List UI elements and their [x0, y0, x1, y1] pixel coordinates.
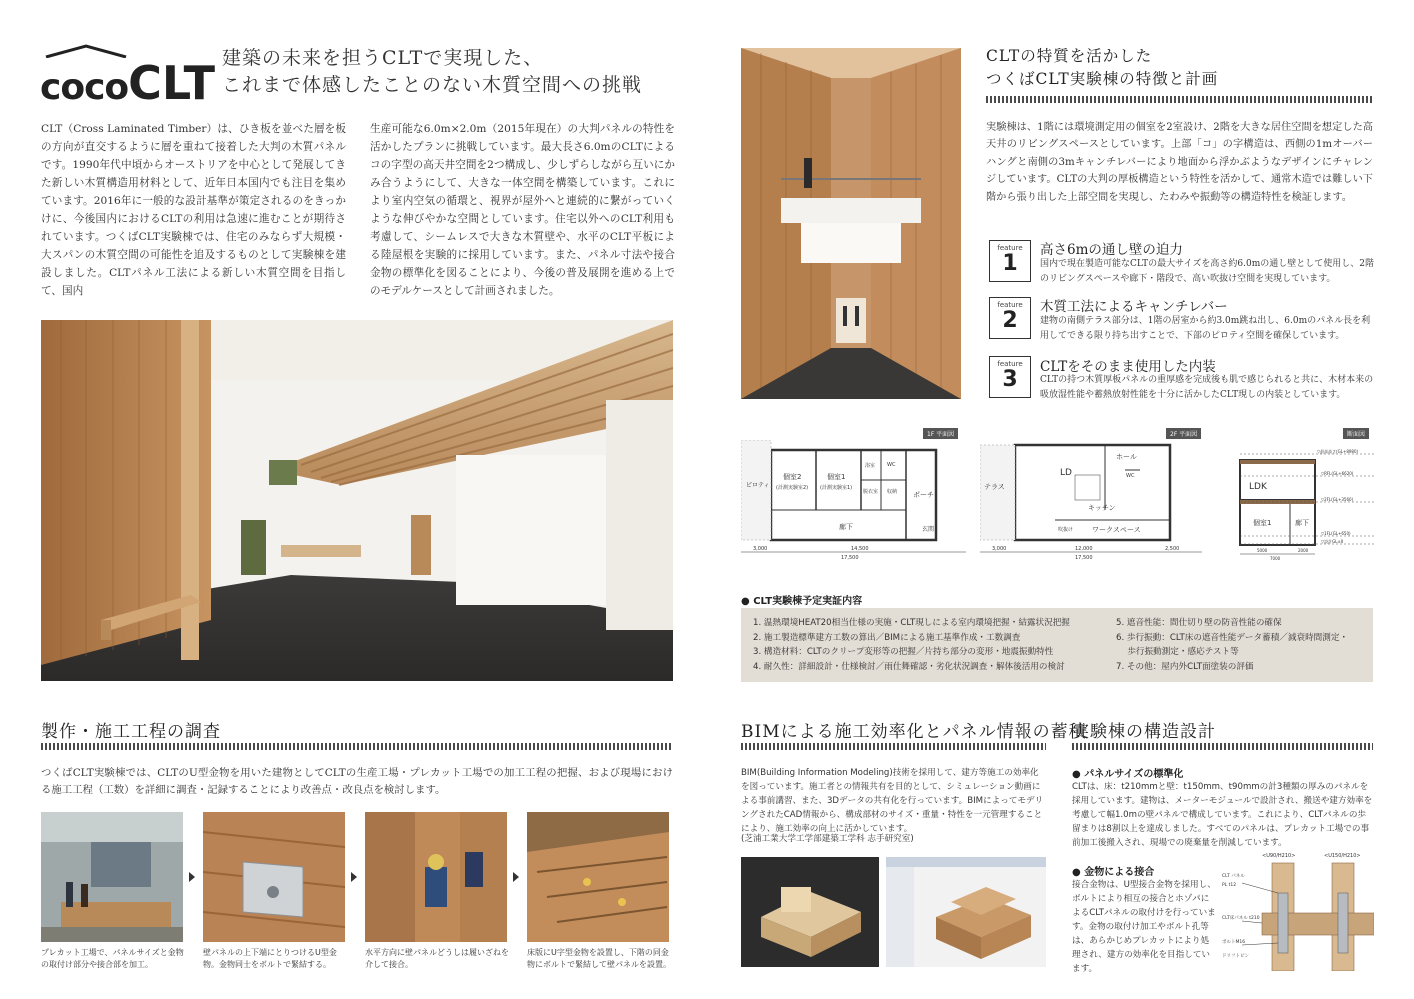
verification-item: 4. 耐久性：詳細設計・仕様検討／雨仕舞確認・劣化状況調査・解体後活用の検討	[753, 661, 1065, 672]
detail-note: ボルトM16	[1222, 940, 1246, 945]
room-label: ワークスペース	[1092, 526, 1141, 534]
room-label: テラス	[984, 483, 1005, 491]
verification-item: 6. 歩行振動：CLT床の遮音性能データ蓄積／減衰時間測定・	[1116, 632, 1349, 643]
coco-clt-logo	[40, 44, 215, 110]
dimension-label: 3,000	[753, 546, 768, 552]
floor-plan-2f	[980, 440, 1202, 565]
room-label: 廊下	[1295, 519, 1309, 527]
feature-badge-label: feature	[997, 360, 1023, 368]
room-label: (計測実験室1)	[820, 485, 853, 491]
structure-title: 実験棟の構造設計	[1072, 722, 1216, 742]
headline-line-1: 建築の未来を担うCLTで実現した、	[222, 47, 544, 69]
plan-label-section: 断面図	[1343, 428, 1369, 439]
room-label: 個室1	[827, 473, 846, 481]
process-photo-3	[365, 812, 507, 942]
process-photo-4	[527, 812, 669, 942]
dimension-label: 3,000	[992, 546, 1007, 552]
room-label: 収納	[887, 489, 898, 495]
level-label: ▽2FL(GL+3560)	[1321, 497, 1354, 502]
room-label: 玄関	[922, 526, 935, 533]
feature-badge-3	[989, 356, 1031, 398]
room-label: 脱衣室	[863, 489, 879, 495]
verification-left-list	[753, 616, 1070, 674]
bim-credit: (芝浦工業大学工学部建築工学科 志手研究室)	[741, 834, 914, 844]
verification-panel	[741, 608, 1373, 682]
structure-rule	[1072, 743, 1373, 750]
room-label: キッチン	[1088, 504, 1116, 512]
features-title	[986, 45, 1218, 91]
dimension-label: 17,500	[841, 555, 859, 561]
room-label: 個室1	[1253, 519, 1272, 527]
features-body: 実験棟は、1階には環境測定用の個室を2室設け、2階を大きな居住空間を想定した高天井のリビングスペースとしています。上部「コ」の字構造は、西側の1mオーバーハングと南側の3mキャンチレバーにより地面から浮かぶようなデザインにチャレンジしています。CLTの大判の厚板構造という特性を活かして、通常木造では難しい下階から張り出した上部空間を実現し、たわみや振動等の構造特性を検証します。	[986, 122, 1373, 203]
feature-desc-2: 建物の南側テラス部分は、1階の居室から約3.0m跳ね出し、6.0mのパネル長を利用してできる限り持ち出すことで、下部のピロティ空間を確保しています。	[1040, 316, 1371, 341]
room-label: 個室2	[783, 473, 802, 481]
arrow-icon	[351, 872, 357, 882]
level-label: ▽最高高さ(GL+8980)	[1317, 449, 1359, 454]
floor-plan-1f	[741, 440, 966, 565]
process-caption-4: 床版にU字型金物を設置し、下階の同金物にボルトで緊結して壁パネルを設置。	[527, 948, 671, 969]
logo-coco-text: coco	[40, 67, 129, 108]
verification-item: 7. その他：屋内外CLT面塗装の評価	[1116, 661, 1254, 672]
logo-wordmark	[40, 56, 215, 110]
feature-badge-label: feature	[997, 244, 1023, 252]
intro-column-1: CLT（Cross Laminated Timber）は、ひき板を並べた層を板の方向が直交するように層を重ねて接着した大判の木質パネルです。1990年代中頃からオーストリアを中心として発展してきた新しい木質構造用材料として、近年日本国内でも注目を集めています。2016年に一般的な設計基準が策定されるのをきっかけに、今後国内におけるCLTの利用は急速に進むことが期待されています。つくばCLT実験棟では、住宅のみならず大規模・大スパンの木質空間の可能性を追及するものとして実験棟を建設しました。CLTパネル工法による新しい木質空間を目指して、国内	[41, 123, 346, 297]
detail-note: PL t12	[1222, 883, 1237, 888]
process-title: 製作・施工工程の調査	[41, 722, 221, 742]
feature-badge-number: 1	[1002, 251, 1018, 276]
bim-cad-image	[886, 857, 1046, 967]
room-label: LD	[1060, 468, 1072, 478]
joint-title: ● 金物による接合	[1072, 867, 1155, 878]
logo-clt-text: CLT	[128, 56, 215, 110]
process-photo-2	[203, 812, 345, 942]
detail-note: ドリフトピン	[1222, 954, 1249, 959]
bim-model-image	[741, 857, 879, 967]
feature-badge-1	[989, 240, 1031, 282]
corridor-photo	[741, 48, 961, 399]
room-label: ポーチ	[913, 491, 934, 499]
dimension-label: 2,500	[1165, 546, 1180, 552]
panel-size-title: ● パネルサイズの標準化	[1072, 769, 1184, 780]
feature-badge-2	[989, 297, 1031, 339]
room-label: ホール	[1116, 453, 1137, 461]
process-caption-1: プレカット工場で、パネルサイズと金物の取付け部分や接合部を加工。	[41, 948, 184, 969]
arrow-icon	[513, 872, 519, 882]
verification-item: 歩行振動測定・感応テスト等	[1116, 647, 1239, 657]
detail-label: <U90/H210>	[1262, 853, 1296, 859]
verification-right-list	[1116, 616, 1348, 674]
dimension-label: 5000	[1257, 548, 1268, 553]
room-label: 浴室	[865, 463, 876, 469]
level-label: ▽1FL(GL+650)	[1321, 531, 1351, 536]
dimension-label: 14,500	[851, 546, 869, 552]
bim-rule	[741, 743, 1046, 750]
level-label: ▽RFL(GL+6620)	[1321, 471, 1354, 476]
feature-desc-1: 国内で現在製造可能なCLTの最大サイズを高さ約6.0mの通し壁として使用し、2階のリビングスペースや廊下・階段で、高い吹抜け空間を実現しています。	[1040, 259, 1374, 284]
detail-note: CLT パネル	[1222, 874, 1245, 879]
verification-title: ● CLT実験棟予定実証内容	[741, 596, 863, 607]
verification-item: 5. 遮音性能：間仕切り壁の防音性能の確保	[1116, 618, 1282, 628]
bim-body: BIM(Building Information Modeling)技術を採用して、建方等施工の効率化を図っています。施工者との情報共有を目的として、シミュレーション動画による事前講習、また、3Dデータの共有化を行っています。BIMによってモデリングされたCAD情報から、構成部材のサイズ・重量・特性を一元管理することにより、施工効率の向上に活かしています。	[741, 768, 1044, 834]
features-title-line-2: つくばCLT実験棟の特徴と計画	[986, 70, 1219, 88]
room-label: LDK	[1249, 482, 1267, 492]
dimension-label: 2000	[1298, 548, 1309, 553]
features-title-line-1: CLTの特質を活かした	[986, 47, 1153, 65]
bim-title: BIMによる施工効率化とパネル情報の蓄積	[741, 722, 1087, 742]
detail-label: <U150/H210>	[1324, 853, 1361, 859]
feature-desc-3: CLTの持つ木質厚板パネルの重厚感を完成後も肌で感じられると共に、木材本来の吸放湿性能や蓄熱放射性能を十分に活かしたCLT現しの内装としています。	[1040, 375, 1374, 400]
room-label: WC	[1126, 473, 1135, 479]
room-label: 吹抜け	[1058, 527, 1074, 533]
room-label: WC	[887, 462, 896, 468]
plan-label-2f: 2F 平面図	[1166, 428, 1201, 439]
plan-label-1f: 1F 平面図	[923, 428, 958, 439]
section-drawing	[1215, 440, 1375, 565]
dimension-label: 12,000	[1075, 546, 1093, 552]
verification-item: 3. 構造材料：CLTのクリープ変形等の把握／片持ち部分の変形・地震振動特性	[753, 647, 1054, 657]
room-label: (計測実験室2)	[776, 485, 809, 491]
headline-line-2: これまで体感したことのない木質空間への挑戦	[222, 74, 643, 96]
process-body: つくばCLT実験棟では、CLTのU型金物を用いた建物としてCLTの生産工場・プレカット工場での加工工程の把握、および現場における施工工程（工数）を詳細に調査・記録することにより改善点・改良点を検討します。	[41, 767, 673, 796]
feature-title-3: CLTをそのまま使用した内装	[1040, 359, 1216, 375]
interior-photo	[41, 320, 673, 681]
process-photo-1	[41, 812, 183, 942]
features-rule	[986, 96, 1373, 103]
feature-title-2: 木質工法によるキャンチレバー	[1040, 299, 1228, 315]
detail-note: CLT床パネル t210	[1222, 916, 1260, 921]
verification-item: 1. 温熱環境HEAT20相当仕様の実施・CLT現しによる室内環境把握・結露状況把握	[753, 618, 1070, 628]
page-headline	[222, 45, 682, 99]
process-caption-2: 壁パネルの上下端にとりつけるU型金物。金物同士をボルトで緊結する。	[203, 948, 337, 969]
feature-badge-label: feature	[997, 301, 1023, 309]
panel-size-body: CLTは、床：t210mmと壁：t150mm、t90mmの計3種類の厚みのパネルを採用しています。建物は、メーターモジュールで設計され、搬送や建方効率を考慮して幅1.0mの壁パネルで構成しています。これにより、CLTパネルの歩留まりは8割以上を達成しました。すべてのパネルは、プレカット工場での事前加工後搬入され、現場での廃棄量を削減しています。	[1072, 782, 1373, 848]
joint-body: 接合金物は、U型接合金物を採用し、ボルトにより相互の接合とホゾパによるCLTパネルの取付けを行っています。金物の取付け加工やボルト孔等は、あらかじめプレカットにより処理され、建方の効率化を目指しています。	[1072, 880, 1216, 974]
joint-detail-drawing	[1222, 853, 1374, 971]
verification-item: 2. 施工製造標準建方工数の算出／BIMによる施工基準作成・工数調査	[753, 632, 1021, 643]
process-caption-3: 水平方向に壁パネルどうしは履いざねを介して接合。	[365, 948, 509, 969]
feature-badge-number: 2	[1002, 308, 1018, 333]
dimension-label: 17,500	[1075, 555, 1093, 561]
intro-column-2: 生産可能な6.0m×2.0m（2015年現在）の大判パネルの特性を活かしたプランに挑戦しています。最大長さ6.0mのCLTによるコの字型の高天井空間を2つ構成し、少しずらしながら互いにかみ合うようにして、大きな一体空間を構築しています。これにより室内空気の循環と、視界が屋外へと連続的に繋がっていくような伸びやかな空間としています。住宅以外へのCLT利用も考慮して、シームレスで大きな木質壁や、水平のCLT平板による陸屋根を実験的に採用しています。また、パネル寸法や接合金物の標準化を図ることにより、今後の普及展開を進める上でのモデルケースとして計画されました。	[370, 123, 675, 297]
room-label: 廊下	[839, 523, 853, 531]
process-rule	[41, 743, 673, 750]
feature-badge-number: 3	[1002, 367, 1018, 392]
dimension-label: 7000	[1270, 556, 1281, 561]
feature-title-1: 高さ6mの通し壁の迫力	[1040, 242, 1183, 258]
room-label: ピロティ	[746, 482, 770, 489]
level-label: ▽設計GL±0	[1321, 539, 1344, 544]
arrow-icon	[189, 872, 195, 882]
